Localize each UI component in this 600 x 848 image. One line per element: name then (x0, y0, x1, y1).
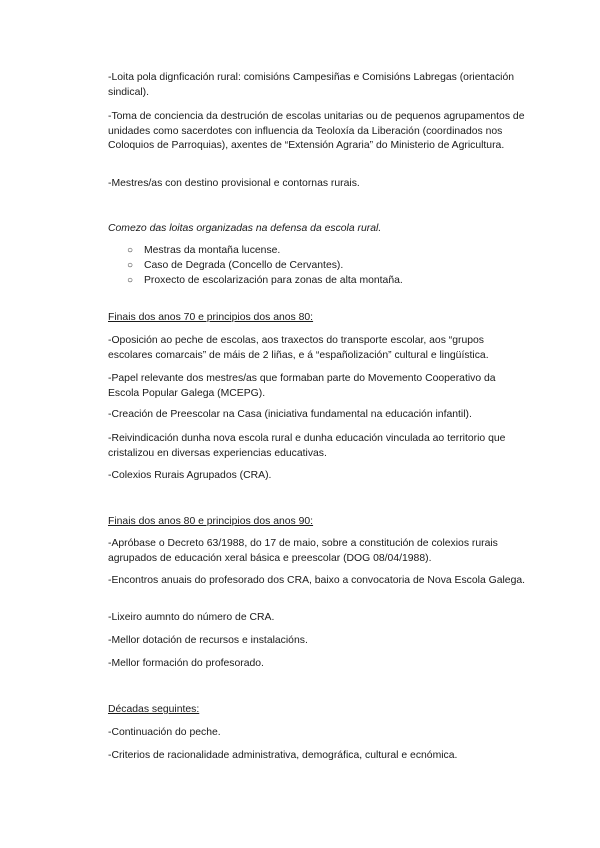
hollow-circle-bullet-icon: ○ (127, 260, 134, 271)
list-item (108, 244, 528, 259)
list-item (108, 274, 528, 289)
list-item-text: Caso de Degrada (Concello de Cervantes). (144, 260, 344, 271)
bullet-list-loitas (108, 244, 528, 289)
paragraph-reivindicacion: -Reivindicación dunha nova escola rural e dunha educación vinculada ao territorio que cristalizou en diversas experiencias educativas. (108, 433, 506, 459)
paragraph-papel-mcepg: -Papel relevante dos mestres/as que formaban parte do Movemento Cooperativo da Escola Popular Galega (MCEPG). (108, 373, 496, 399)
paragraph-preescolar-casa: -Creación de Preescolar na Casa (iniciativa fundamental na educación infantil). (108, 409, 472, 420)
list-item-text: Mestras da montaña lucense. (144, 245, 281, 256)
paragraph-toma-conciencia: -Toma de conciencia da destrución de escolas unitarias ou de pequenos agrupamentos de unidades como sacerdotes con influencia da Teoloxía da Liberación (coordinados nos Coloquios de Parroquias), axentes de “Extensión Agraria” do Ministerio de Agricultura. (108, 111, 525, 152)
paragraph-mestres-provisional: -Mestres/as con destino provisional e contornas rurais. (108, 178, 360, 189)
paragraph-oposicion-peche: -Oposición ao peche de escolas, aos traxectos do transporte escolar, aos “grupos escolares comarcais” de máis de 2 liñas, e á “españolización” cultural e lingüística. (108, 335, 489, 361)
paragraph-mellor-formacion: -Mellor formación do profesorado. (108, 658, 264, 669)
hollow-circle-bullet-icon: ○ (127, 275, 134, 286)
list-item (108, 259, 528, 274)
section-heading-finais-80: Finais dos anos 80 e principios dos anos 90: (108, 516, 314, 527)
paragraph-criterios: -Criterios de racionalidade administrativa, demográfica, cultural e ecnómica. (108, 750, 458, 761)
paragraph-loita-dignificacion: -Loita pola dignficación rural: comisións Campesiñas e Comisións Labregas (orientación sindical). (108, 72, 515, 98)
paragraph-continuacion-peche: -Continuación do peche. (108, 727, 221, 738)
section-heading-finais-70: Finais dos anos 70 e principios dos anos 80: (108, 312, 314, 323)
paragraph-colexios-cra: -Colexios Rurais Agrupados (CRA). (108, 470, 272, 481)
paragraph-lixeiro-aumento: -Lixeiro aumnto do número de CRA. (108, 612, 275, 623)
paragraph-mellor-dotacion: -Mellor dotación de recursos e instalacións. (108, 635, 308, 646)
hollow-circle-bullet-icon: ○ (127, 245, 134, 256)
section-heading-decadas: Décadas seguintes: (108, 704, 200, 715)
paragraph-encontros-anuais: -Encontros anuais do profesorado dos CRA, baixo a convocatoria de Nova Escola Galega. (108, 575, 526, 586)
section-heading-comezo-loitas: Comezo das loitas organizadas na defensa da escola rural. (108, 223, 382, 234)
list-item-text: Proxecto de escolarización para zonas de alta montaña. (144, 275, 403, 286)
paragraph-decreto-1988: -Apróbase o Decreto 63/1988, do 17 de maio, sobre a constitución de colexios rurais agrupados de educación xeral básica e preescolar (DOG 08/04/1988). (108, 538, 498, 564)
